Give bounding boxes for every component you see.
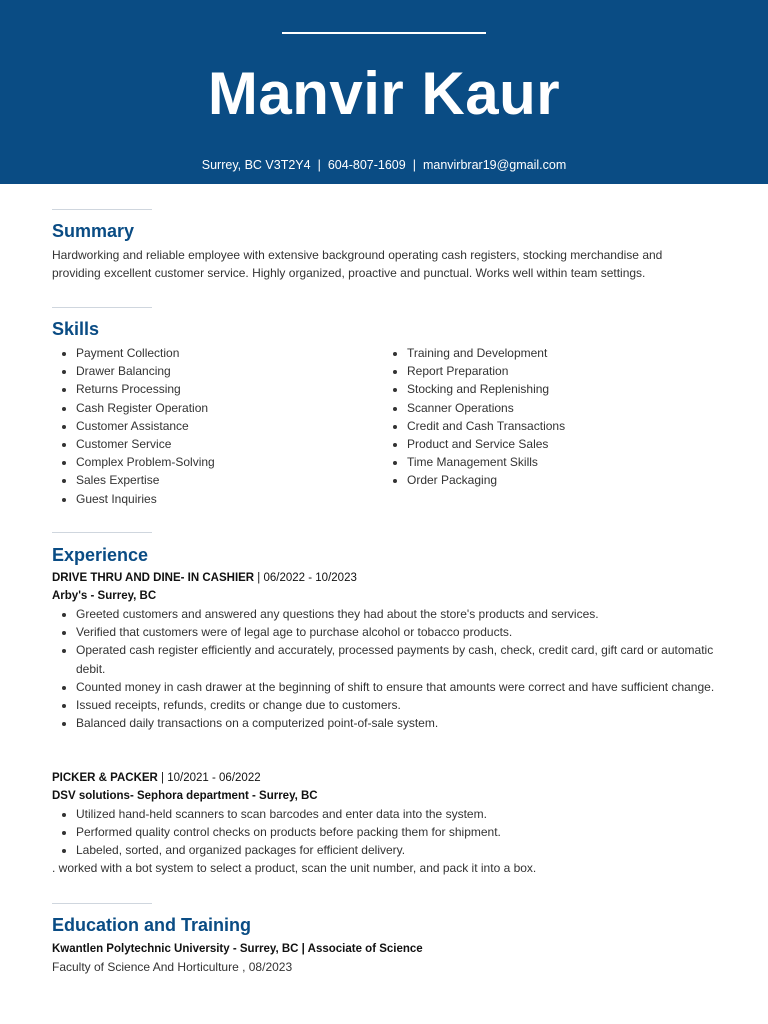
skill-item: • Order Packaging (407, 471, 707, 489)
job-employer: DSV solutions- Sephora department - Surrey, BC (52, 790, 318, 802)
skills-list-right (383, 344, 707, 490)
duty-item: • Operated cash register efficiently and accurately, processed payments by cash, check, credit card, gift card or automatic debit. (76, 641, 736, 677)
skill-item: • Credit and Cash Transactions (407, 417, 707, 435)
skill-item: • Report Preparation (407, 362, 707, 380)
job-duties-list (52, 805, 736, 860)
section-divider (52, 903, 152, 904)
skill-item: • Complex Problem-Solving (76, 453, 376, 471)
job-dates: 06/2022 - 10/2023 (263, 572, 357, 584)
job-duties-list (52, 605, 736, 732)
skill-item: • Cash Register Operation (76, 399, 376, 417)
education-detail: Faculty of Science And Horticulture , 08/2023 (52, 960, 293, 974)
duty-item: • Labeled, sorted, and organized packages for efficient delivery. (76, 841, 736, 859)
skills-heading: Skills (52, 319, 100, 339)
skills-list-left (52, 344, 376, 508)
duty-item: • Balanced daily transactions on a computerized point-of-sale system. (76, 714, 736, 732)
job-role: PICKER & PACKER (52, 772, 158, 784)
contact-separator: | (412, 158, 416, 172)
contact-location: Surrey, BC V3T2Y4 (201, 158, 311, 172)
contact-line (0, 156, 768, 174)
duty-item: • Greeted customers and answered any questions they had about the store's products and services. (76, 605, 736, 623)
experience-heading: Experience (52, 545, 149, 565)
skill-item: • Customer Assistance (76, 417, 376, 435)
skill-item: • Sales Expertise (76, 471, 376, 489)
skill-item: • Customer Service (76, 435, 376, 453)
skill-item: • Product and Service Sales (407, 435, 707, 453)
contact-email: manvirbrar19@gmail.com (422, 158, 567, 172)
duty-item: • Counted money in cash drawer at the beginning of shift to ensure that amounts were correct and have sufficient change. (76, 678, 736, 696)
job-title-line: PICKER & PACKER | 10/2021 - 06/2022 (52, 772, 261, 784)
section-divider (52, 209, 152, 210)
skill-item: • Payment Collection (76, 344, 376, 362)
job-role: DRIVE THRU AND DINE- IN CASHIER (52, 572, 255, 584)
duty-item: • Performed quality control checks on products before packing them for shipment. (76, 823, 736, 841)
duty-item: • Verified that customers were of legal age to purchase alcohol or tobacco products. (76, 623, 736, 641)
skill-item: • Scanner Operations (407, 399, 707, 417)
skill-item: • Returns Processing (76, 380, 376, 398)
education-institution: Kwantlen Polytechnic University - Surrey, BC | Associate of Science (52, 943, 423, 955)
summary-heading: Summary (52, 221, 135, 241)
skill-item: • Drawer Balancing (76, 362, 376, 380)
summary-text: Hardworking and reliable employee with extensive background operating cash registers, stocking merchandise and providing excellent customer service. Highly organized, proactive and punctual. Works well within team settings. (52, 248, 663, 280)
job-title-line: DRIVE THRU AND DINE- IN CASHIER | 06/2022 - 10/2023 (52, 572, 357, 584)
skill-item: • Training and Development (407, 344, 707, 362)
header-divider (282, 32, 486, 34)
contact-phone: 604-807-1609 (327, 158, 406, 172)
section-divider (52, 307, 152, 308)
education-heading: Education and Training (52, 915, 252, 935)
resume-header (0, 0, 768, 184)
section-divider (52, 532, 152, 533)
job-employer: Arby's - Surrey, BC (52, 590, 157, 602)
duty-item: • Issued receipts, refunds, credits or change due to customers. (76, 696, 736, 714)
duty-item: • Utilized hand-held scanners to scan barcodes and enter data into the system. (76, 805, 736, 823)
candidate-name: Manvir Kaur (207, 60, 561, 127)
job-dates: 10/2021 - 06/2022 (167, 772, 261, 784)
skill-item: • Time Management Skills (407, 453, 707, 471)
skill-item: • Stocking and Replenishing (407, 380, 707, 398)
job-note: . worked with a bot system to select a product, scan the unit number, and pack it into a box. (52, 861, 537, 875)
skill-item: • Guest Inquiries (76, 490, 376, 508)
contact-separator: | (317, 158, 321, 172)
